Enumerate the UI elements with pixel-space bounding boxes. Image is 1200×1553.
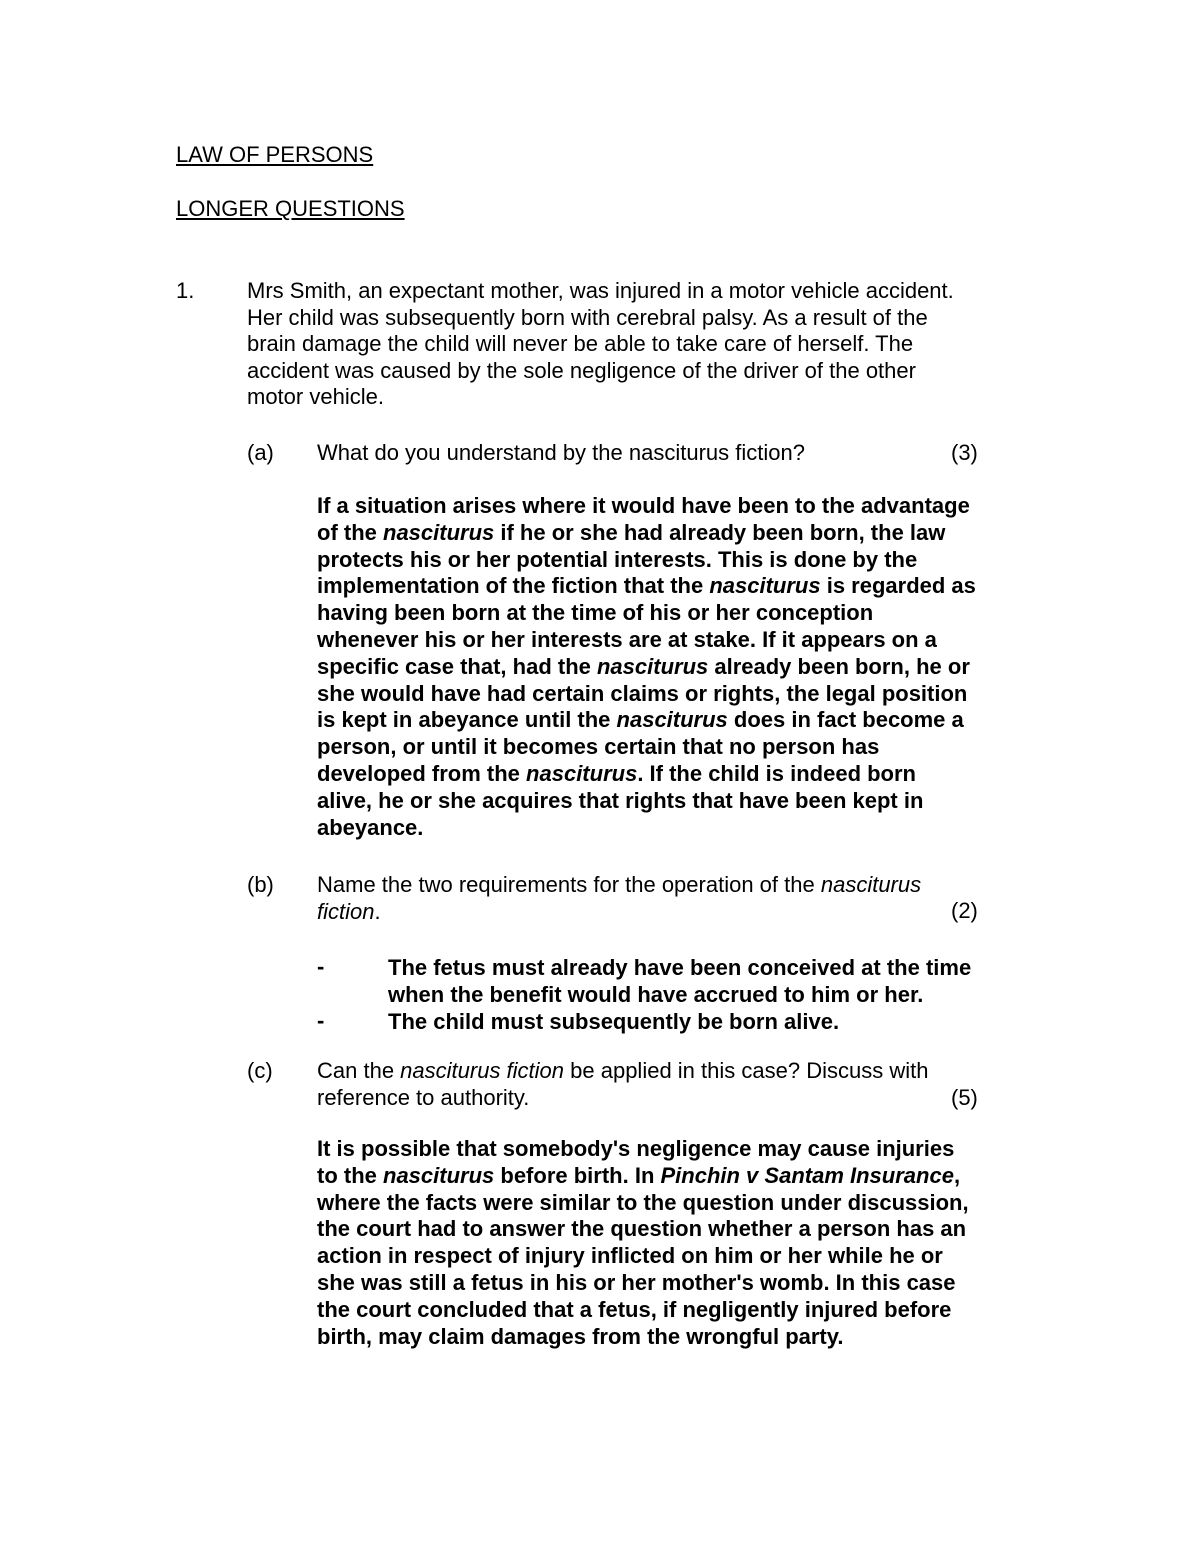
answer-text: of the bbox=[317, 519, 383, 545]
requirement-item: The child must subsequently be born alive. bbox=[388, 1009, 840, 1034]
answer-text: the court had to answer the question whether a person has an bbox=[317, 1216, 967, 1242]
answer-line bbox=[317, 788, 976, 815]
answer-text: . If the child is indeed born bbox=[637, 760, 916, 786]
answer-text: developed from the bbox=[317, 760, 527, 786]
answer-text: before birth. In bbox=[494, 1162, 661, 1188]
answer-text: the court concluded that a fetus, if negligently injured before bbox=[317, 1296, 952, 1322]
scenario-line: accident was caused by the sole negligence of the driver of the other bbox=[247, 357, 916, 383]
part-b-question bbox=[317, 872, 921, 925]
answer-text: does in fact become a bbox=[727, 707, 964, 733]
answer-text: to the bbox=[317, 1162, 383, 1188]
answer-line bbox=[317, 761, 976, 788]
answer-line bbox=[317, 573, 976, 600]
answer-line bbox=[317, 493, 976, 520]
answer-line bbox=[317, 1270, 969, 1297]
answer-line bbox=[317, 707, 976, 734]
part-c-marks: (5) bbox=[951, 1085, 978, 1110]
answer-text: abeyance. bbox=[317, 814, 424, 840]
part-b-label: (b) bbox=[247, 872, 274, 897]
part-c-question-line: Can the nasciturus fiction be applied in this case? Discuss with bbox=[317, 1058, 929, 1083]
part-c-question bbox=[317, 1058, 928, 1111]
answer-text: where the facts were similar to the question under discussion, bbox=[317, 1189, 969, 1215]
answer-text: If a situation arises where it would have been to the advantage bbox=[317, 493, 970, 518]
answer-line bbox=[317, 1297, 969, 1324]
answer-text: she was still a fetus in his or her mother's womb. In this case bbox=[317, 1269, 956, 1295]
answer-text: person, or until it becomes certain that no person has bbox=[317, 734, 880, 760]
answer-line bbox=[317, 520, 976, 547]
answer-text: protects his or her potential interests. This is done by the bbox=[317, 546, 918, 572]
scenario-line: Mrs Smith, an expectant mother, was injured in a motor vehicle accident. bbox=[247, 278, 954, 303]
answer-text: if he or she had already been born, the law bbox=[494, 519, 946, 545]
answer-line bbox=[317, 600, 976, 627]
part-b-question-line: Name the two requirements for the operation of the nasciturus bbox=[317, 872, 922, 897]
part-a-question: What do you understand by the nasciturus fiction? bbox=[317, 440, 805, 465]
answer-line bbox=[317, 1216, 969, 1243]
question-number: 1. bbox=[176, 278, 195, 303]
italic-term: nasciturus bbox=[526, 760, 638, 786]
answer-text: is kept in abeyance until the bbox=[317, 707, 617, 733]
bullet-dash: - bbox=[317, 1008, 325, 1033]
italic-term: Pinchin v Santam Insurance bbox=[660, 1162, 954, 1188]
answer-text: , bbox=[953, 1162, 961, 1188]
part-a-answer bbox=[317, 493, 976, 841]
part-b-question-line: fiction. bbox=[317, 898, 381, 924]
part-a-label: (a) bbox=[247, 440, 274, 465]
answer-line bbox=[317, 1163, 969, 1190]
document-title: LAW OF PERSONS bbox=[176, 142, 374, 167]
answer-line bbox=[317, 654, 976, 681]
answer-text: whenever his or her interests are at stake. If it appears on a bbox=[317, 626, 937, 652]
answer-line bbox=[317, 681, 976, 708]
answer-text: already been born, he or bbox=[708, 653, 970, 679]
question-scenario bbox=[247, 278, 954, 411]
answer-text: implementation of the fiction that the bbox=[317, 573, 710, 599]
scenario-line: motor vehicle. bbox=[247, 384, 384, 409]
answer-text: action in respect of injury inflicted on him or her while he or bbox=[317, 1243, 943, 1269]
answer-line bbox=[317, 1243, 969, 1270]
answer-line bbox=[317, 815, 976, 842]
answer-text: specific case that, had the bbox=[317, 653, 597, 679]
answer-text: It is possible that somebody's negligence may cause injuries bbox=[317, 1136, 955, 1161]
answer-text: alive, he or she acquires that rights that have been kept in bbox=[317, 787, 924, 813]
answer-line bbox=[317, 1324, 969, 1351]
answer-line bbox=[317, 1190, 969, 1217]
part-c-question-line: reference to authority. bbox=[317, 1084, 530, 1110]
answer-text: she would have had certain claims or rights, the legal position bbox=[317, 680, 968, 706]
section-subtitle: LONGER QUESTIONS bbox=[176, 196, 405, 221]
italic-term: nasciturus bbox=[596, 653, 709, 679]
part-b-marks: (2) bbox=[951, 898, 978, 923]
bullet-dash: - bbox=[317, 954, 325, 979]
answer-line bbox=[317, 734, 976, 761]
answer-text: having been born at the time of his or her conception bbox=[317, 600, 874, 626]
scenario-line: Her child was subsequently born with cerebral palsy. As a result of the bbox=[247, 304, 928, 330]
part-c-answer bbox=[317, 1136, 969, 1350]
italic-term: nasciturus bbox=[383, 519, 495, 545]
answer-line bbox=[317, 547, 976, 574]
italic-term: nasciturus bbox=[383, 1162, 495, 1188]
scenario-line: brain damage the child will never be able to take care of herself. The bbox=[247, 331, 914, 356]
requirement-item: The fetus must already have been conceived at the time when the benefit would have accrued to him or her. bbox=[388, 955, 972, 1007]
answer-line bbox=[317, 627, 976, 654]
answer-text: is regarded as bbox=[820, 573, 976, 599]
part-a-marks: (3) bbox=[951, 440, 978, 465]
answer-text: birth, may claim damages from the wrongful party. bbox=[317, 1323, 844, 1349]
answer-line bbox=[317, 1136, 969, 1163]
part-c-label: (c) bbox=[247, 1058, 273, 1083]
italic-term: nasciturus bbox=[709, 573, 821, 599]
italic-term: nasciturus bbox=[616, 707, 728, 733]
